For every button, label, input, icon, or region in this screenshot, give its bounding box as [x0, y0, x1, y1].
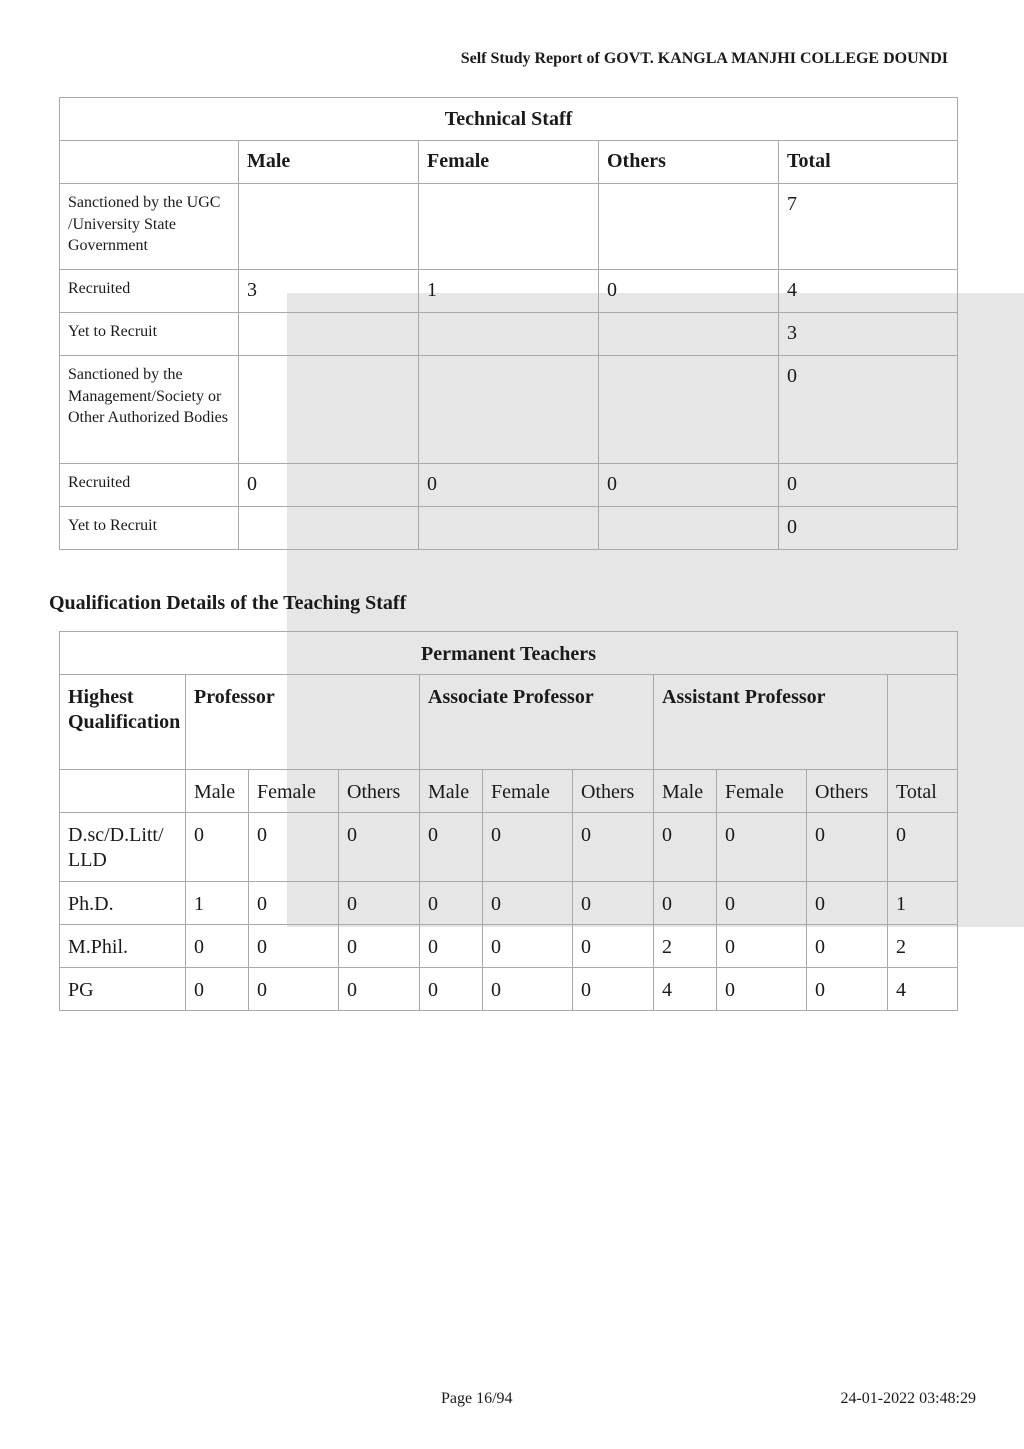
group-header-assistant-professor: Assistant Professor — [654, 675, 888, 770]
cell-male — [239, 184, 419, 270]
sub-header-cell: Others — [339, 770, 420, 813]
cell-others — [599, 184, 779, 270]
cell-female — [419, 507, 599, 550]
row-label: Yet to Recruit — [60, 507, 239, 550]
row-label: Ph.D. — [60, 882, 186, 925]
sub-header-cell: Female — [249, 770, 339, 813]
cell-female — [419, 184, 599, 270]
table-cell: 0 — [420, 813, 483, 882]
table-cell: 0 — [186, 925, 249, 968]
cell-female — [419, 313, 599, 356]
table-cell: 0 — [483, 925, 573, 968]
table-cell: 1 — [888, 882, 958, 925]
cell-male — [239, 313, 419, 356]
cell-male: 0 — [239, 464, 419, 507]
cell-total: 0 — [779, 356, 958, 464]
table-cell: 0 — [249, 813, 339, 882]
row-label: D.sc/D.Litt/ LLD — [60, 813, 186, 882]
table-row — [60, 968, 958, 1011]
table-cell: 0 — [654, 882, 717, 925]
table-cell: 0 — [717, 968, 807, 1011]
sub-header-cell: Total — [888, 770, 958, 813]
table-cell: 0 — [339, 813, 420, 882]
cell-others: 0 — [599, 464, 779, 507]
section-title: Qualification Details of the Teaching Staff — [49, 592, 407, 614]
table-cell: 0 — [249, 882, 339, 925]
table-cell: 0 — [186, 968, 249, 1011]
table-cell: 0 — [339, 925, 420, 968]
table-row — [60, 882, 958, 925]
table-cell: 1 — [186, 882, 249, 925]
table-cell: 0 — [186, 813, 249, 882]
sub-header-cell: Male — [654, 770, 717, 813]
sub-header-cell: Male — [186, 770, 249, 813]
table-cell: 0 — [249, 925, 339, 968]
table-cell: 0 — [654, 813, 717, 882]
table-cell: 0 — [888, 813, 958, 882]
table-row — [60, 356, 958, 464]
sub-header-cell: Others — [807, 770, 888, 813]
table-row — [60, 313, 958, 356]
table-cell: 0 — [483, 882, 573, 925]
table-cell: 0 — [420, 882, 483, 925]
row-label: PG — [60, 968, 186, 1011]
permanent-teachers-title: Permanent Teachers — [60, 632, 958, 675]
table-cell: 0 — [420, 925, 483, 968]
sub-header-cell: Male — [420, 770, 483, 813]
table-row — [60, 464, 958, 507]
table-cell: 0 — [717, 882, 807, 925]
table-row — [60, 813, 958, 882]
table-cell: 0 — [573, 882, 654, 925]
cell-total: 7 — [779, 184, 958, 270]
table-cell: 0 — [717, 925, 807, 968]
table-cell: 0 — [339, 882, 420, 925]
table-cell: 0 — [807, 925, 888, 968]
technical-staff-table — [59, 97, 958, 550]
cell-others — [599, 313, 779, 356]
page-header: Self Study Report of GOVT. KANGLA MANJHI COLLEGE DOUNDI — [460, 50, 948, 67]
cell-others: 0 — [599, 270, 779, 313]
sub-header-cell: Female — [483, 770, 573, 813]
qualification-table — [59, 631, 958, 1011]
table-row — [60, 925, 958, 968]
table-cell: 0 — [573, 813, 654, 882]
table-cell: 0 — [717, 813, 807, 882]
cell-total: 3 — [779, 313, 958, 356]
group-header-associate-professor: Associate Professor — [420, 675, 654, 770]
table-cell: 2 — [888, 925, 958, 968]
group-header-qualification: Highest Qualification — [60, 675, 186, 770]
row-label: Sanctioned by the Management/Society or Other Authorized Bodies — [60, 356, 239, 464]
table-cell: 0 — [420, 968, 483, 1011]
cell-female — [419, 356, 599, 464]
header-cell: Others — [599, 141, 779, 184]
cell-others — [599, 356, 779, 464]
header-cell: Male — [239, 141, 419, 184]
cell-total: 0 — [779, 507, 958, 550]
row-label: Sanctioned by the UGC /University State Government — [60, 184, 239, 270]
cell-female: 0 — [419, 464, 599, 507]
cell-male — [239, 507, 419, 550]
table-cell: 0 — [573, 968, 654, 1011]
header-cell: Female — [419, 141, 599, 184]
cell-male — [239, 356, 419, 464]
technical-staff-title: Technical Staff — [60, 98, 958, 141]
table-row — [60, 507, 958, 550]
table-cell: 0 — [807, 813, 888, 882]
sub-header-cell: Female — [717, 770, 807, 813]
cell-others — [599, 507, 779, 550]
table-cell: 0 — [573, 925, 654, 968]
header-cell: Total — [779, 141, 958, 184]
row-label: M.Phil. — [60, 925, 186, 968]
group-header-blank — [888, 675, 958, 770]
header-cell — [60, 141, 239, 184]
table-cell: 4 — [888, 968, 958, 1011]
table-cell: 0 — [249, 968, 339, 1011]
cell-female: 1 — [419, 270, 599, 313]
table-cell: 0 — [483, 968, 573, 1011]
sub-header-cell: Others — [573, 770, 654, 813]
group-header-professor: Professor — [186, 675, 420, 770]
row-label: Yet to Recruit — [60, 313, 239, 356]
table-row — [60, 184, 958, 270]
page-number: Page 16/94 — [441, 1390, 513, 1407]
table-cell: 0 — [807, 882, 888, 925]
cell-male: 3 — [239, 270, 419, 313]
table-cell: 0 — [339, 968, 420, 1011]
row-label: Recruited — [60, 464, 239, 507]
cell-total: 0 — [779, 464, 958, 507]
table-cell: 2 — [654, 925, 717, 968]
row-label: Recruited — [60, 270, 239, 313]
cell-total: 4 — [779, 270, 958, 313]
table-cell: 4 — [654, 968, 717, 1011]
table-cell: 0 — [807, 968, 888, 1011]
page-timestamp: 24-01-2022 03:48:29 — [840, 1390, 976, 1407]
table-cell: 0 — [483, 813, 573, 882]
table-row — [60, 270, 958, 313]
sub-header-cell — [60, 770, 186, 813]
